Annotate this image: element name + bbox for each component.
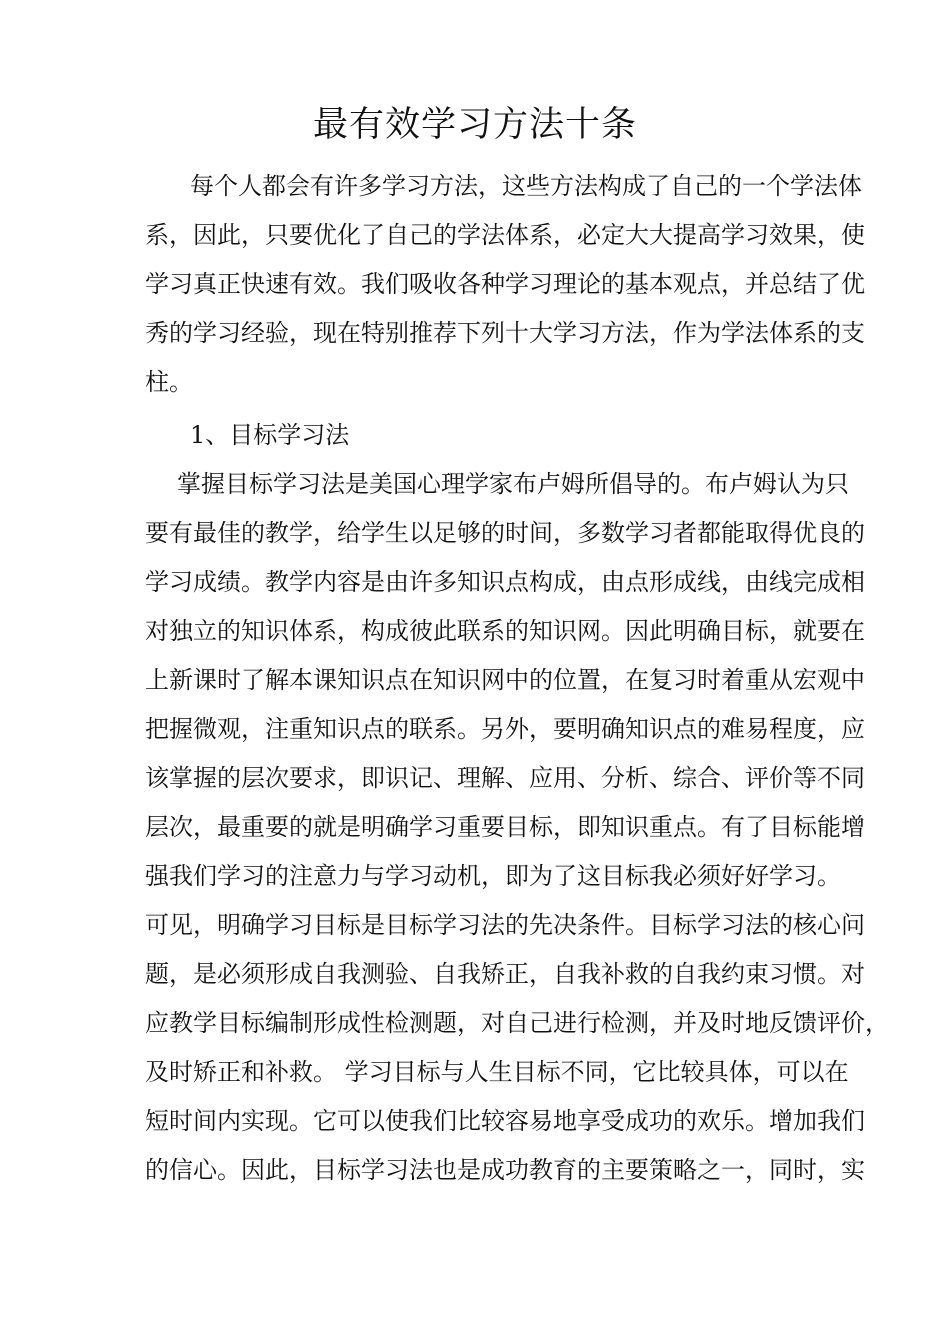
section-line-15: 的信心。因此，目标学习法也是成功教育的主要策略之一，同时，实 bbox=[145, 1156, 865, 1184]
document-title: 最有效学习方法十条 bbox=[312, 105, 637, 145]
section-line-11: 题，是必须形成自我测验、自我矫正，自我补救的自我约束习惯。对 bbox=[145, 960, 865, 988]
section-line-13: 及时矫正和补救。 学习目标与人生目标不同，它比较具体，可以在 bbox=[145, 1058, 849, 1086]
section-heading: 1、目标学习法 bbox=[190, 421, 350, 449]
section-line-9: 强我们学习的注意力与学习动机，即为了这目标我必须好好学习。 bbox=[145, 862, 841, 890]
section-line-7: 该掌握的层次要求，即识记、理解、应用、分析、综合、评价等不同 bbox=[145, 764, 865, 792]
section-line-14: 短时间内实现。它可以使我们比较容易地享受成功的欢乐。增加我们 bbox=[145, 1107, 865, 1135]
intro-line-1: 每个人都会有许多学习方法，这些方法构成了自己的一个学法体 bbox=[190, 172, 862, 200]
section-line-8: 层次，最重要的就是明确学习重要目标，即知识重点。有了目标能增 bbox=[145, 813, 865, 841]
section-line-3: 学习成绩。教学内容是由许多知识点构成，由点形成线，由线完成相 bbox=[145, 568, 865, 596]
section-line-4: 对独立的知识体系，构成彼此联系的知识网。因此明确目标，就要在 bbox=[145, 617, 865, 645]
section-line-12: 应教学目标编制形成性检测题，对自己进行检测，并及时地反馈评价， bbox=[145, 1009, 889, 1037]
intro-line-3: 学习真正快速有效。我们吸收各种学习理论的基本观点，并总结了优 bbox=[145, 270, 865, 298]
section-line-6: 把握微观，注重知识点的联系。另外，要明确知识点的难易程度，应 bbox=[145, 715, 865, 743]
intro-line-2: 系，因此，只要优化了自己的学法体系，必定大大提高学习效果，使 bbox=[145, 221, 865, 249]
section-line-1: 掌握目标学习法是美国心理学家布卢姆所倡导的。布卢姆认为只 bbox=[177, 470, 849, 498]
section-line-5: 上新课时了解本课知识点在知识网中的位置，在复习时着重从宏观中 bbox=[145, 666, 865, 694]
section-line-10: 可见，明确学习目标是目标学习法的先决条件。目标学习法的核心问 bbox=[145, 911, 865, 939]
intro-line-4: 秀的学习经验，现在特别推荐下列十大学习方法，作为学法体系的支 bbox=[145, 319, 865, 347]
section-line-2: 要有最佳的教学，给学生以足够的时间，多数学习者都能取得优良的 bbox=[145, 519, 865, 547]
intro-line-5: 柱。 bbox=[145, 368, 193, 396]
